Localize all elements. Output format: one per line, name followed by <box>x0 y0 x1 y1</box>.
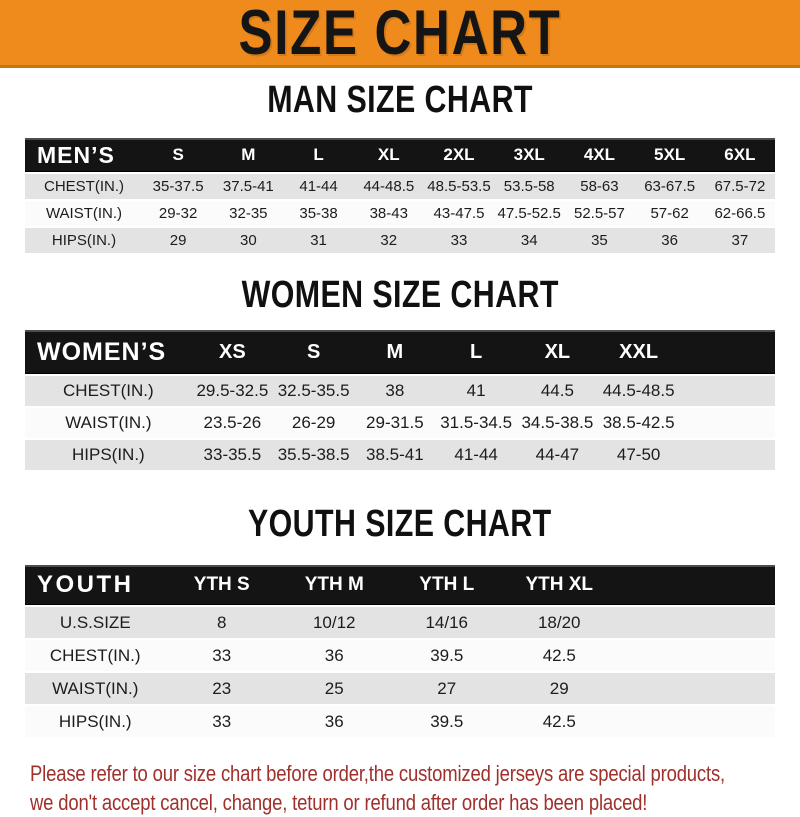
size-cell: 33 <box>166 640 279 671</box>
row-spacer-cell <box>679 376 775 406</box>
size-cell: 38 <box>354 376 435 406</box>
size-cell: 44-47 <box>517 440 598 470</box>
size-column-header: XL <box>517 330 598 374</box>
size-column-header: M <box>213 138 283 172</box>
size-column-header: L <box>436 330 517 374</box>
size-cell: 35.5-38.5 <box>273 440 354 470</box>
row-label: WAIST(IN.) <box>25 201 143 226</box>
measure-row <box>25 228 775 253</box>
size-cell: 36 <box>278 706 391 737</box>
youth-size-table <box>25 563 775 739</box>
size-chart-banner <box>0 0 800 68</box>
size-column-header: 3XL <box>494 138 564 172</box>
section-youth <box>0 504 800 739</box>
size-cell: 41-44 <box>436 440 517 470</box>
table-title: YOUTH <box>25 565 166 605</box>
size-cell: 58-63 <box>564 174 634 199</box>
size-cell: 38-43 <box>354 201 424 226</box>
row-label: WAIST(IN.) <box>25 673 166 704</box>
size-cell: 23 <box>166 673 279 704</box>
size-cell: 39.5 <box>391 706 504 737</box>
row-spacer-cell <box>679 440 775 470</box>
size-cell: 18/20 <box>503 607 616 638</box>
size-cell: 29 <box>503 673 616 704</box>
size-cell: 41-44 <box>283 174 353 199</box>
size-cell: 47-50 <box>598 440 679 470</box>
size-column-header: YTH XL <box>503 565 616 605</box>
table-header-row <box>25 565 775 605</box>
section-men <box>0 80 800 255</box>
women-section-heading-text: WOMEN SIZE CHART <box>241 274 559 316</box>
size-cell: 33 <box>424 228 494 253</box>
table-header-row <box>25 330 775 374</box>
men-section-heading-text: MAN SIZE CHART <box>267 79 533 121</box>
measure-row <box>25 376 775 406</box>
size-column-header: XXL <box>598 330 679 374</box>
measure-row <box>25 673 775 704</box>
size-column-header: YTH M <box>278 565 391 605</box>
measure-row <box>25 440 775 470</box>
row-spacer-cell <box>616 640 776 671</box>
size-cell: 29-31.5 <box>354 408 435 438</box>
size-column-header: L <box>283 138 353 172</box>
table-title: MEN’S <box>25 138 143 172</box>
size-cell: 26-29 <box>273 408 354 438</box>
size-cell: 38.5-42.5 <box>598 408 679 438</box>
size-cell: 48.5-53.5 <box>424 174 494 199</box>
row-label: WAIST(IN.) <box>25 408 192 438</box>
size-column-header: XL <box>354 138 424 172</box>
measure-row <box>25 640 775 671</box>
size-cell: 31 <box>283 228 353 253</box>
men-size-table <box>25 136 775 255</box>
youth-section-heading-text: YOUTH SIZE CHART <box>248 503 552 545</box>
size-cell: 32 <box>354 228 424 253</box>
size-cell: 31.5-34.5 <box>436 408 517 438</box>
size-cell: 67.5-72 <box>705 174 775 199</box>
row-spacer-cell <box>616 673 776 704</box>
row-spacer-cell <box>616 607 776 638</box>
size-column-header: YTH L <box>391 565 504 605</box>
size-cell: 52.5-57 <box>564 201 634 226</box>
youth-section-heading <box>0 504 800 544</box>
size-cell: 35-37.5 <box>143 174 213 199</box>
size-cell: 57-62 <box>635 201 705 226</box>
header-spacer-cell <box>616 565 776 605</box>
size-cell: 41 <box>436 376 517 406</box>
table-header-row <box>25 138 775 172</box>
row-spacer-cell <box>616 706 776 737</box>
size-cell: 43-47.5 <box>424 201 494 226</box>
size-cell: 53.5-58 <box>494 174 564 199</box>
measure-row <box>25 201 775 226</box>
row-label: CHEST(IN.) <box>25 640 166 671</box>
measure-row <box>25 706 775 737</box>
row-label: HIPS(IN.) <box>25 706 166 737</box>
size-column-header: 4XL <box>564 138 634 172</box>
size-cell: 29.5-32.5 <box>192 376 273 406</box>
size-cell: 34.5-38.5 <box>517 408 598 438</box>
size-cell: 33-35.5 <box>192 440 273 470</box>
size-cell: 25 <box>278 673 391 704</box>
size-column-header: YTH S <box>166 565 279 605</box>
men-section-heading <box>0 80 800 120</box>
size-cell: 47.5-52.5 <box>494 201 564 226</box>
row-spacer-cell <box>679 408 775 438</box>
order-notice <box>30 759 800 817</box>
order-notice-line-2: we don't accept cancel, change, teturn or refund after order has been placed! <box>30 790 648 815</box>
size-cell: 23.5-26 <box>192 408 273 438</box>
size-cell: 35 <box>564 228 634 253</box>
size-column-header: S <box>273 330 354 374</box>
size-cell: 63-67.5 <box>635 174 705 199</box>
row-label: U.S.SIZE <box>25 607 166 638</box>
size-column-header: S <box>143 138 213 172</box>
size-cell: 14/16 <box>391 607 504 638</box>
size-cell: 35-38 <box>283 201 353 226</box>
size-cell: 29 <box>143 228 213 253</box>
size-cell: 34 <box>494 228 564 253</box>
row-label: CHEST(IN.) <box>25 376 192 406</box>
size-cell: 33 <box>166 706 279 737</box>
women-section-heading <box>0 275 800 315</box>
size-cell: 8 <box>166 607 279 638</box>
measure-row <box>25 607 775 638</box>
size-column-header: 2XL <box>424 138 494 172</box>
size-cell: 44.5-48.5 <box>598 376 679 406</box>
header-spacer-cell <box>679 330 775 374</box>
measure-row <box>25 174 775 199</box>
size-cell: 42.5 <box>503 640 616 671</box>
size-cell: 30 <box>213 228 283 253</box>
banner-title: SIZE CHART <box>238 0 562 68</box>
size-column-header: 6XL <box>705 138 775 172</box>
size-cell: 39.5 <box>391 640 504 671</box>
size-column-header: XS <box>192 330 273 374</box>
size-cell: 37 <box>705 228 775 253</box>
size-cell: 27 <box>391 673 504 704</box>
row-label: CHEST(IN.) <box>25 174 143 199</box>
size-cell: 32.5-35.5 <box>273 376 354 406</box>
size-cell: 44.5 <box>517 376 598 406</box>
size-column-header: M <box>354 330 435 374</box>
size-cell: 38.5-41 <box>354 440 435 470</box>
order-notice-line-1: Please refer to our size chart before order,the customized jerseys are special products, <box>30 761 725 786</box>
size-cell: 36 <box>635 228 705 253</box>
size-cell: 44-48.5 <box>354 174 424 199</box>
size-cell: 32-35 <box>213 201 283 226</box>
size-cell: 29-32 <box>143 201 213 226</box>
size-column-header: 5XL <box>635 138 705 172</box>
table-title: WOMEN’S <box>25 330 192 374</box>
size-cell: 62-66.5 <box>705 201 775 226</box>
measure-row <box>25 408 775 438</box>
row-label: HIPS(IN.) <box>25 228 143 253</box>
row-label: HIPS(IN.) <box>25 440 192 470</box>
size-cell: 36 <box>278 640 391 671</box>
section-women <box>0 275 800 472</box>
size-cell: 10/12 <box>278 607 391 638</box>
size-cell: 37.5-41 <box>213 174 283 199</box>
women-size-table <box>25 328 775 472</box>
size-cell: 42.5 <box>503 706 616 737</box>
